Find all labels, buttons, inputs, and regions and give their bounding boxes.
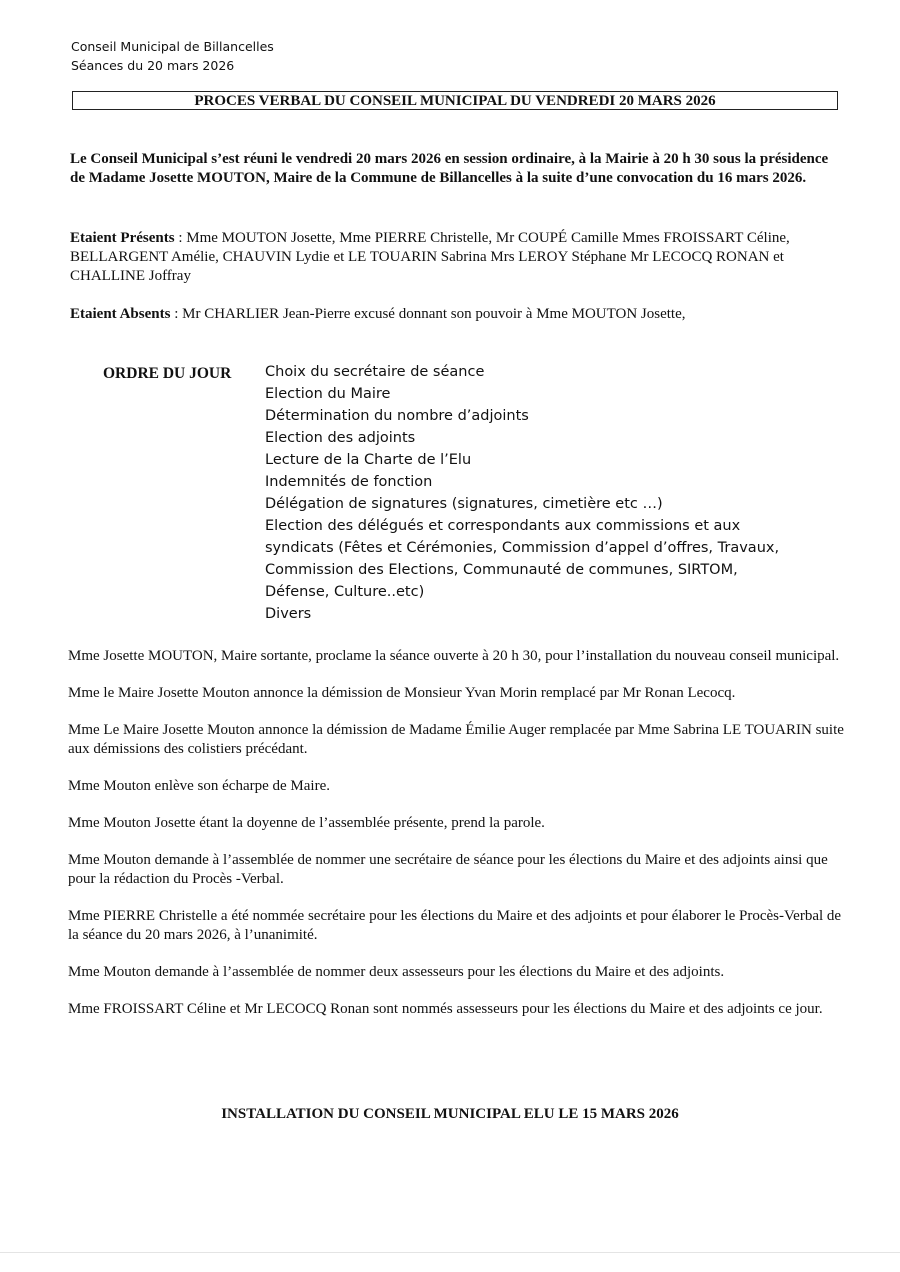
section-title: INSTALLATION DU CONSEIL MUNICIPAL ELU LE 15 MARS 2026 <box>221 1106 679 1122</box>
intro-paragraph: Le Conseil Municipal s’est réuni le vendredi 20 mars 2026 en session ordinaire, à la Mairie à 20 h 30 sous la présidence de Madame Josette MOUTON, Maire de la Commune de Billancelles à la suite d’une convocation du 16 mars 2026. <box>70 151 829 186</box>
minutes-paragraph: Mme Mouton Josette étant la doyenne de l’assemblée présente, prend la parole. <box>68 815 545 831</box>
agenda-list <box>265 361 785 625</box>
present-members <box>70 229 845 286</box>
agenda-item: Election du Maire <box>265 386 391 402</box>
agenda-item: Délégation de signatures (signatures, cimetière etc …) <box>265 496 663 512</box>
header-council-name: Conseil Municipal de Billancelles <box>71 39 274 54</box>
present-label: Etaient Présents <box>70 230 175 246</box>
agenda-item: Lecture de la Charte de l’Elu <box>265 452 472 468</box>
minutes-paragraph: Mme Mouton enlève son écharpe de Maire. <box>68 778 330 794</box>
agenda-item: Election des délégués et correspondants aux commissions et aux syndicats (Fêtes et Cérémonies, Commission d’appel d’offres, Travaux, Commission des Elections, Communauté de communes, SIRTOM, Défense, Culture..etc) <box>265 518 780 600</box>
agenda-item: Choix du secrétaire de séance <box>265 364 485 380</box>
minutes-paragraph: Mme Le Maire Josette Mouton annonce la démission de Madame Émilie Auger remplacée par Mme Sabrina LE TOUARIN suite aux démissions des colistiers précédant. <box>68 722 844 757</box>
agenda-label: ORDRE DU JOUR <box>103 365 232 382</box>
agenda-item: Indemnités de fonction <box>265 474 433 490</box>
agenda-item: Election des adjoints <box>265 430 416 446</box>
header-session-date: Séances du 20 mars 2026 <box>71 58 235 73</box>
absent-members <box>70 305 845 324</box>
minutes-paragraph: Mme Mouton demande à l’assemblée de nommer une secrétaire de séance pour les élections du Maire et des adjoints ainsi que pour la rédaction du Procès -Verbal. <box>68 852 828 887</box>
document-title: PROCES VERBAL DU CONSEIL MUNICIPAL DU VENDREDI 20 MARS 2026 <box>72 91 838 110</box>
minutes-paragraph: Mme le Maire Josette Mouton annonce la démission de Monsieur Yvan Morin remplacé par Mr Ronan Lecocq. <box>68 685 736 701</box>
agenda-item: Détermination du nombre d’adjoints <box>265 408 529 424</box>
document-header <box>71 37 274 75</box>
minutes-paragraph: Mme FROISSART Céline et Mr LECOCQ Ronan sont nommés assesseurs pour les élections du Maire et des adjoints ce jour. <box>68 1001 823 1017</box>
minutes-paragraph: Mme Josette MOUTON, Maire sortante, proclame la séance ouverte à 20 h 30, pour l’installation du nouveau conseil municipal. <box>68 648 840 664</box>
scan-divider <box>0 1252 900 1253</box>
agenda-item: Divers <box>265 606 312 622</box>
minutes-paragraph: Mme Mouton demande à l’assemblée de nommer deux assesseurs pour les élections du Maire et des adjoints. <box>68 964 725 980</box>
absent-label: Etaient Absents <box>70 306 171 322</box>
minutes-body <box>68 647 848 1037</box>
minutes-paragraph: Mme PIERRE Christelle a été nommée secrétaire pour les élections du Maire et des adjoints et pour élaborer le Procès-Verbal de la séance du 20 mars 2026, à l’unanimité. <box>68 908 842 943</box>
absent-list: : Mr CHARLIER Jean-Pierre excusé donnant son pouvoir à Mme MOUTON Josette, <box>170 306 686 322</box>
present-list: : Mme MOUTON Josette, Mme PIERRE Christelle, Mr COUPÉ Camille Mmes FROISSART Céline, BELLARGENT Amélie, CHAUVIN Lydie et LE TOUARIN Sabrina Mrs LEROY Stéphane Mr LECOCQ RONAN et CHALLINE Joffray <box>70 230 790 284</box>
